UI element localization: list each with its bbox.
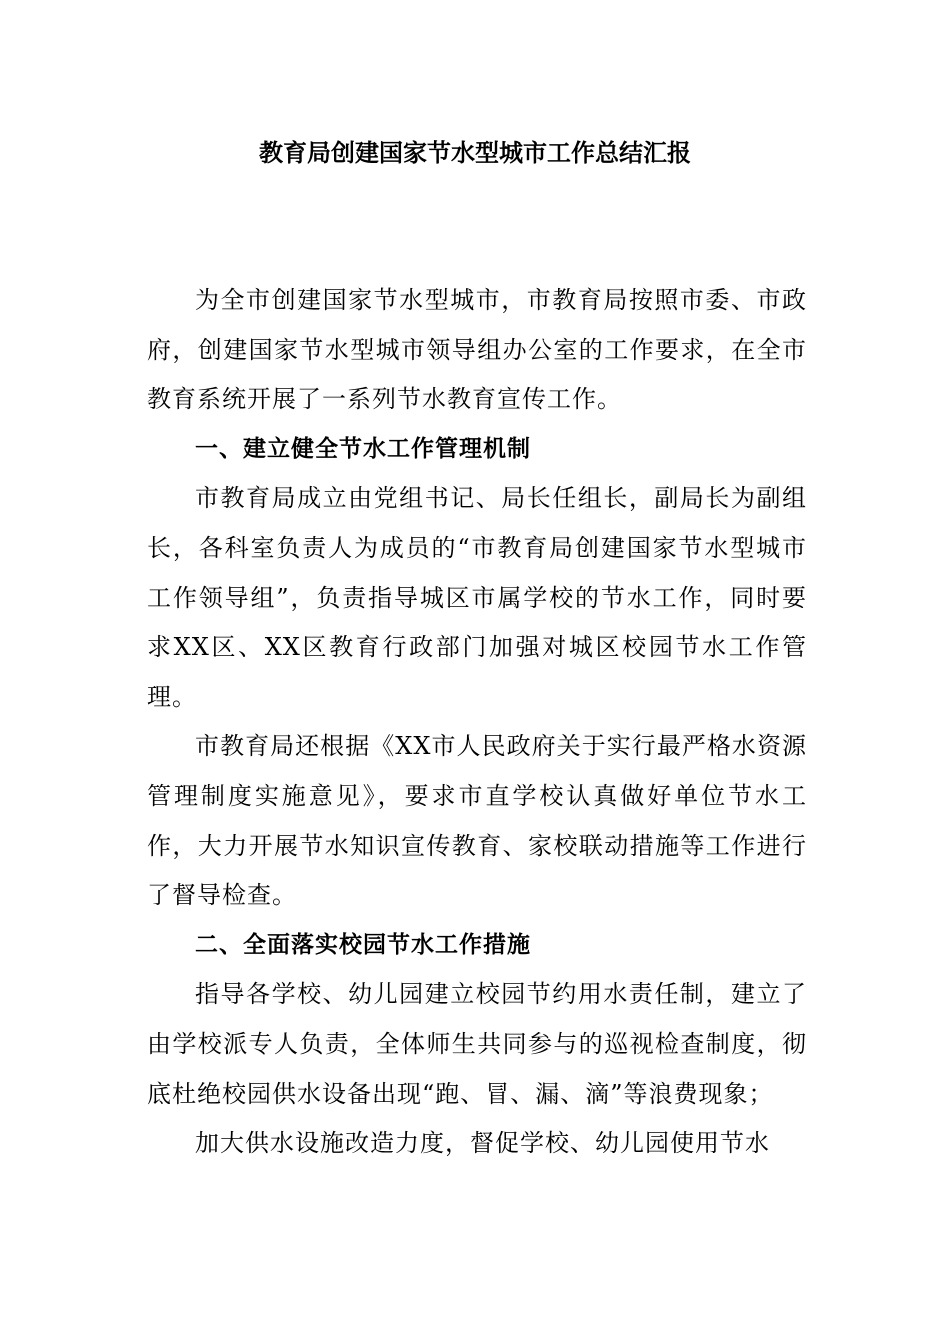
section-heading-1: 一、建立健全节水工作管理机制 xyxy=(195,435,531,462)
paragraph-section1-b: 市教育局还根据《XX市人民政府关于实行最严格水资源管理制度实施意见》，要求市直学校认真做好单位节水工作，大力开展节水知识宣传教育、家校联动措施等工作进行了督导检查。 xyxy=(147,732,807,910)
document-body xyxy=(147,276,807,1169)
paragraph-section2-a: 指导各学校、幼儿园建立校园节约用水责任制，建立了由学校派专人负责，全体师生共同参与的巡视检查制度，彻底杜绝校园供水设备出现“跑、冒、漏、滴”等浪费现象； xyxy=(147,980,807,1108)
paragraph-intro: 为全市创建国家节水型城市，市教育局按照市委、市政府，创建国家节水型城市领导组办公室的工作要求，在全市教育系统开展了一系列节水教育宣传工作。 xyxy=(147,286,807,414)
paragraph-section1-a: 市教育局成立由党组书记、局长任组长，副局长为副组长，各科室负责人为成员的“市教育局创建国家节水型城市工作领导组”，负责指导城区市属学校的节水工作，同时要求XX区、XX区教育行政部门加强对城区校园节水工作管理。 xyxy=(147,484,807,711)
section-heading-2: 二、全面落实校园节水工作措施 xyxy=(195,931,531,958)
document-title: 教育局创建国家节水型城市工作总结汇报 xyxy=(259,139,691,167)
paragraph-section2-b: 加大供水设施改造力度，督促学校、幼儿园使用节水 xyxy=(195,1129,770,1158)
